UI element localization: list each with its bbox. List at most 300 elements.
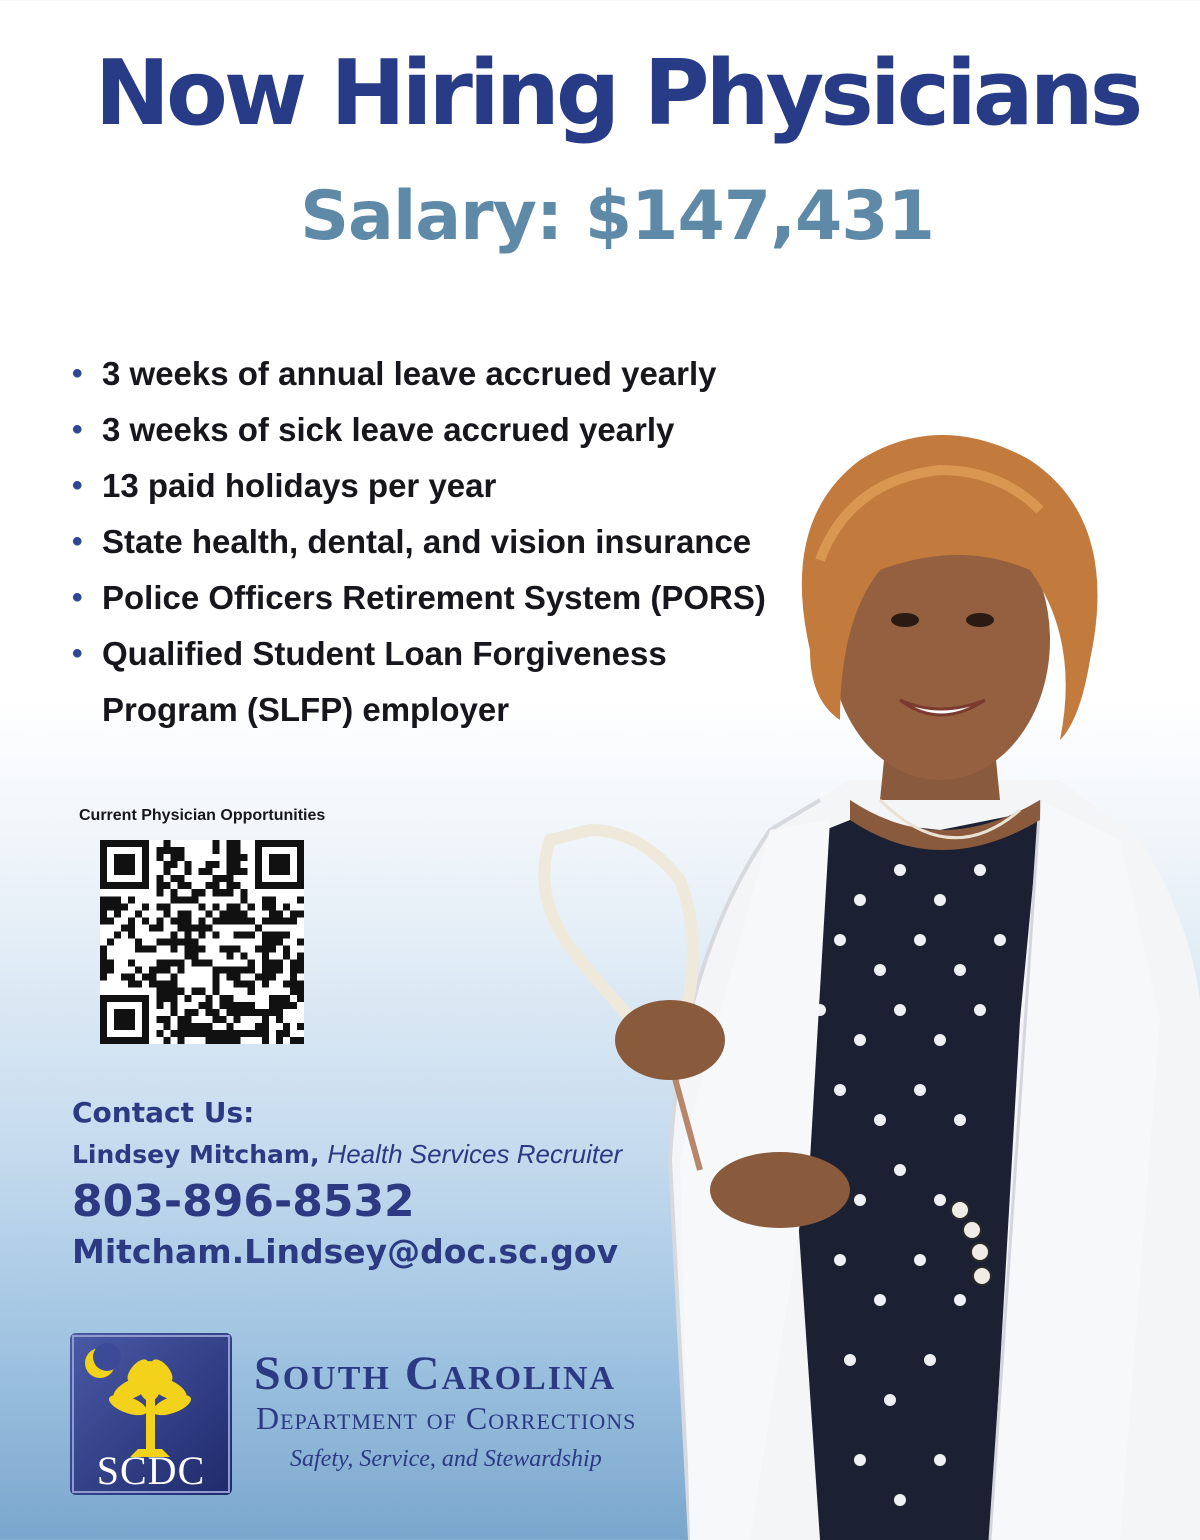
qr-module xyxy=(170,946,177,953)
qr-module xyxy=(234,840,241,847)
qr-module xyxy=(177,896,184,903)
qr-module xyxy=(191,988,198,995)
qr-module xyxy=(255,1023,262,1030)
qr-module xyxy=(234,868,241,875)
qr-module xyxy=(170,875,177,882)
qr-module xyxy=(191,960,198,967)
qr-module xyxy=(177,917,184,924)
qr-module xyxy=(191,1023,198,1030)
qr-module xyxy=(206,1009,213,1016)
qr-finder xyxy=(114,1009,135,1030)
qr-module xyxy=(290,988,297,995)
qr-finder xyxy=(114,854,135,875)
qr-module xyxy=(213,931,220,938)
qr-module xyxy=(290,910,297,917)
qr-module xyxy=(241,1030,248,1037)
qr-module xyxy=(191,946,198,953)
qr-module xyxy=(234,967,241,974)
qr-module xyxy=(269,1009,276,1016)
qr-module xyxy=(220,917,227,924)
qr-module xyxy=(149,981,156,988)
qr-module xyxy=(276,1009,283,1016)
qr-module xyxy=(163,861,170,868)
qr-module xyxy=(276,938,283,945)
qr-module xyxy=(170,1002,177,1009)
qr-module xyxy=(163,882,170,889)
qr-module xyxy=(276,1002,283,1009)
qr-module xyxy=(163,967,170,974)
qr-module xyxy=(276,910,283,917)
qr-module xyxy=(241,967,248,974)
qr-module xyxy=(227,889,234,896)
scdc-logo xyxy=(70,1333,232,1495)
qr-module xyxy=(255,974,262,981)
qr-module xyxy=(149,946,156,953)
qr-module xyxy=(290,1002,297,1009)
qr-module xyxy=(213,1016,220,1023)
qr-module xyxy=(170,1009,177,1016)
qr-module xyxy=(135,946,142,953)
qr-module xyxy=(262,1009,269,1016)
qr-module xyxy=(248,967,255,974)
qr-module xyxy=(269,896,276,903)
qr-module xyxy=(170,1030,177,1037)
qr-module xyxy=(149,924,156,931)
qr-module xyxy=(128,924,135,931)
qr-module xyxy=(156,903,163,910)
qr-module xyxy=(269,903,276,910)
qr-module xyxy=(206,910,213,917)
qr-module xyxy=(163,847,170,854)
qr-module xyxy=(184,1030,191,1037)
qr-module xyxy=(177,988,184,995)
qr-module xyxy=(156,1016,163,1023)
qr-module xyxy=(213,889,220,896)
qr-module xyxy=(227,903,234,910)
qr-module xyxy=(290,1037,297,1044)
benefit-item: • 3 weeks of sick leave accrued yearly xyxy=(70,402,830,458)
qr-module xyxy=(234,903,241,910)
qr-module xyxy=(227,1023,234,1030)
qr-module xyxy=(276,960,283,967)
contact-email[interactable]: Mitcham.Lindsey@doc.sc.gov xyxy=(72,1232,619,1271)
qr-module xyxy=(234,1016,241,1023)
qr-module xyxy=(213,981,220,988)
qr-module xyxy=(163,1016,170,1023)
qr-module xyxy=(297,953,304,960)
qr-module xyxy=(234,847,241,854)
qr-module xyxy=(156,847,163,854)
qr-module xyxy=(177,924,184,931)
qr-module xyxy=(198,946,205,953)
qr-module xyxy=(234,854,241,861)
qr-module xyxy=(128,981,135,988)
qr-module xyxy=(198,903,205,910)
qr-module xyxy=(276,1037,283,1044)
qr-module xyxy=(220,995,227,1002)
qr-module xyxy=(262,931,269,938)
qr-module xyxy=(220,1016,227,1023)
qr-module xyxy=(177,1037,184,1044)
qr-module xyxy=(227,910,234,917)
org-name: South Carolina xyxy=(254,1347,617,1400)
qr-module xyxy=(156,960,163,967)
qr-module xyxy=(184,995,191,1002)
qr-module xyxy=(213,861,220,868)
qr-module xyxy=(156,854,163,861)
qr-module xyxy=(276,931,283,938)
qr-module xyxy=(170,896,177,903)
qr-code-icon[interactable] xyxy=(100,840,304,1044)
qr-module xyxy=(163,988,170,995)
qr-module xyxy=(184,1016,191,1023)
qr-module xyxy=(220,910,227,917)
qr-module xyxy=(163,960,170,967)
qr-module xyxy=(269,967,276,974)
qr-module xyxy=(213,903,220,910)
qr-module xyxy=(177,1023,184,1030)
qr-module xyxy=(177,1030,184,1037)
qr-module xyxy=(220,1030,227,1037)
logo-text: SCDC xyxy=(96,1448,206,1493)
qr-module xyxy=(142,946,149,953)
qr-module xyxy=(227,868,234,875)
qr-module xyxy=(290,974,297,981)
qr-module xyxy=(262,974,269,981)
qr-module xyxy=(234,1002,241,1009)
qr-module xyxy=(100,917,107,924)
qr-module xyxy=(163,910,170,917)
qr-module xyxy=(206,1030,213,1037)
qr-module xyxy=(191,953,198,960)
qr-module xyxy=(220,946,227,953)
qr-module xyxy=(241,868,248,875)
qr-module xyxy=(234,1009,241,1016)
qr-module xyxy=(100,910,107,917)
qr-module xyxy=(107,896,114,903)
qr-module xyxy=(283,981,290,988)
qr-finder xyxy=(269,854,290,875)
qr-module xyxy=(269,974,276,981)
qr-module xyxy=(234,974,241,981)
qr-module xyxy=(241,896,248,903)
qr-module xyxy=(241,931,248,938)
qr-module xyxy=(297,960,304,967)
qr-module xyxy=(241,981,248,988)
qr-module xyxy=(248,1002,255,1009)
qr-module xyxy=(142,917,149,924)
qr-module xyxy=(241,917,248,924)
qr-module xyxy=(149,974,156,981)
qr-module xyxy=(227,974,234,981)
qr-module xyxy=(135,981,142,988)
qr-module xyxy=(177,1016,184,1023)
qr-module xyxy=(283,1030,290,1037)
qr-module xyxy=(213,988,220,995)
qr-module xyxy=(114,896,121,903)
qr-module xyxy=(206,1023,213,1030)
qr-module xyxy=(206,1002,213,1009)
qr-module xyxy=(283,946,290,953)
qr-module xyxy=(170,847,177,854)
qr-module xyxy=(128,974,135,981)
qr-module xyxy=(255,946,262,953)
qr-module xyxy=(262,903,269,910)
benefit-item: • Qualified Student Loan Forgiveness Program (SLFP) employer xyxy=(70,626,702,738)
qr-module xyxy=(191,1009,198,1016)
qr-module xyxy=(227,882,234,889)
qr-module xyxy=(198,917,205,924)
qr-module xyxy=(177,967,184,974)
qr-module xyxy=(198,1002,205,1009)
qr-module xyxy=(262,960,269,967)
qr-module xyxy=(241,910,248,917)
qr-module xyxy=(184,861,191,868)
qr-module xyxy=(184,910,191,917)
qr-module xyxy=(227,847,234,854)
qr-module xyxy=(128,917,135,924)
qr-module xyxy=(170,938,177,945)
qr-module xyxy=(234,861,241,868)
qr-module xyxy=(213,847,220,854)
qr-module xyxy=(191,924,198,931)
qr-module xyxy=(107,938,114,945)
qr-module xyxy=(177,938,184,945)
qr-module xyxy=(100,953,107,960)
qr-module xyxy=(262,967,269,974)
qr-module xyxy=(170,889,177,896)
qr-module xyxy=(206,924,213,931)
qr-module xyxy=(135,938,142,945)
qr-module xyxy=(114,910,121,917)
qr-module xyxy=(198,868,205,875)
qr-module xyxy=(156,1002,163,1009)
qr-module xyxy=(276,967,283,974)
qr-module xyxy=(184,953,191,960)
qr-module xyxy=(156,967,163,974)
qr-module xyxy=(213,974,220,981)
benefit-item: • 13 paid holidays per year xyxy=(70,458,830,514)
qr-module xyxy=(269,960,276,967)
qr-module xyxy=(234,917,241,924)
qr-module xyxy=(135,910,142,917)
qr-module xyxy=(297,1023,304,1030)
qr-module xyxy=(142,903,149,910)
qr-module xyxy=(156,988,163,995)
qr-module xyxy=(213,1037,220,1044)
qr-module xyxy=(156,882,163,889)
qr-module xyxy=(170,854,177,861)
qr-module xyxy=(234,1030,241,1037)
qr-module xyxy=(156,917,163,924)
qr-module xyxy=(198,924,205,931)
qr-module xyxy=(198,931,205,938)
qr-module xyxy=(121,924,128,931)
qr-module xyxy=(269,917,276,924)
salary-text: Salary: $147,431 xyxy=(300,177,934,256)
qr-module xyxy=(213,882,220,889)
qr-module xyxy=(114,903,121,910)
qr-module xyxy=(121,903,128,910)
qr-module xyxy=(227,1002,234,1009)
qr-module xyxy=(283,931,290,938)
qr-module xyxy=(163,868,170,875)
qr-module xyxy=(191,1030,198,1037)
qr-module xyxy=(241,1002,248,1009)
qr-module xyxy=(213,875,220,882)
qr-module xyxy=(191,889,198,896)
qr-module xyxy=(248,931,255,938)
qr-module xyxy=(213,1030,220,1037)
qr-module xyxy=(262,1037,269,1044)
qr-module xyxy=(262,896,269,903)
qr-module xyxy=(184,1023,191,1030)
qr-module xyxy=(227,946,234,953)
qr-module xyxy=(184,938,191,945)
qr-module xyxy=(297,1037,304,1044)
qr-module xyxy=(241,854,248,861)
qr-module xyxy=(255,1030,262,1037)
qr-module xyxy=(290,981,297,988)
qr-module xyxy=(170,861,177,868)
qr-module xyxy=(276,995,283,1002)
qr-module xyxy=(276,917,283,924)
qr-module xyxy=(170,960,177,967)
physician-photo xyxy=(520,400,1200,1540)
qr-module xyxy=(128,896,135,903)
qr-module xyxy=(283,995,290,1002)
qr-module xyxy=(184,924,191,931)
org-motto: Safety, Service, and Stewardship xyxy=(290,1446,602,1472)
qr-module xyxy=(142,974,149,981)
org-department: Department of Corrections xyxy=(256,1400,637,1436)
qr-module xyxy=(163,995,170,1002)
qr-module xyxy=(206,868,213,875)
qr-module xyxy=(227,917,234,924)
qr-module xyxy=(234,946,241,953)
qr-module xyxy=(262,981,269,988)
qr-module xyxy=(269,946,276,953)
qr-module xyxy=(290,917,297,924)
contact-title: Health Services Recruiter xyxy=(327,1139,623,1169)
qr-module xyxy=(248,988,255,995)
qr-module xyxy=(100,903,107,910)
benefit-item: • Police Officers Retirement System (PORS) xyxy=(70,570,830,626)
qr-module xyxy=(220,875,227,882)
contact-phone[interactable]: 803-896-8532 xyxy=(72,1176,415,1227)
qr-module xyxy=(227,861,234,868)
qr-module xyxy=(227,875,234,882)
qr-module xyxy=(135,967,142,974)
qr-module xyxy=(107,917,114,924)
contact-heading: Contact Us: xyxy=(72,1096,255,1129)
qr-module xyxy=(283,1002,290,1009)
qr-module xyxy=(184,882,191,889)
qr-module xyxy=(107,960,114,967)
qr-module xyxy=(297,981,304,988)
qr-module xyxy=(297,988,304,995)
qr-module xyxy=(269,910,276,917)
qr-module xyxy=(107,903,114,910)
qr-module xyxy=(276,1016,283,1023)
qr-module xyxy=(297,896,304,903)
qr-module xyxy=(100,974,107,981)
qr-module xyxy=(100,946,107,953)
qr-module xyxy=(100,896,107,903)
qr-module xyxy=(283,917,290,924)
qr-module xyxy=(248,981,255,988)
qr-module xyxy=(121,974,128,981)
qr-module xyxy=(227,967,234,974)
qr-module xyxy=(248,917,255,924)
qr-module xyxy=(227,854,234,861)
qr-module xyxy=(297,967,304,974)
qr-module xyxy=(234,910,241,917)
qr-module xyxy=(163,1037,170,1044)
qr-module xyxy=(170,917,177,924)
qr-module xyxy=(234,931,241,938)
qr-module xyxy=(184,931,191,938)
qr-module xyxy=(262,1023,269,1030)
qr-module xyxy=(290,967,297,974)
qr-module xyxy=(213,840,220,847)
qr-module xyxy=(156,889,163,896)
qr-module xyxy=(262,917,269,924)
qr-module xyxy=(156,995,163,1002)
qr-module xyxy=(206,1037,213,1044)
benefit-item: • State health, dental, and vision insurance xyxy=(70,514,830,570)
qr-module xyxy=(191,896,198,903)
qr-module xyxy=(227,953,234,960)
qr-module xyxy=(206,960,213,967)
qr-module xyxy=(269,1002,276,1009)
qr-module xyxy=(227,1030,234,1037)
qr-module xyxy=(198,1023,205,1030)
qr-module xyxy=(198,960,205,967)
qr-module xyxy=(170,995,177,1002)
qr-module xyxy=(163,981,170,988)
qr-module xyxy=(184,896,191,903)
qr-module xyxy=(220,1037,227,1044)
qr-module xyxy=(198,988,205,995)
qr-module xyxy=(283,903,290,910)
qr-module xyxy=(290,960,297,967)
qr-module xyxy=(220,967,227,974)
qr-module xyxy=(177,910,184,917)
qr-module xyxy=(149,967,156,974)
qr-module xyxy=(213,967,220,974)
qr-module xyxy=(248,960,255,967)
qr-module xyxy=(262,946,269,953)
qr-module xyxy=(184,1009,191,1016)
qr-module xyxy=(248,1030,255,1037)
qr-module xyxy=(128,960,135,967)
qr-module xyxy=(184,917,191,924)
qr-module xyxy=(262,953,269,960)
qr-module xyxy=(248,903,255,910)
qr-module xyxy=(170,981,177,988)
qr-module xyxy=(206,995,213,1002)
qr-module xyxy=(198,889,205,896)
qr-module xyxy=(206,861,213,868)
qr-module xyxy=(241,1009,248,1016)
qr-module xyxy=(163,1023,170,1030)
qr-module xyxy=(241,953,248,960)
qr-module xyxy=(177,875,184,882)
qr-module xyxy=(283,953,290,960)
qr-module xyxy=(170,974,177,981)
qr-module xyxy=(220,889,227,896)
